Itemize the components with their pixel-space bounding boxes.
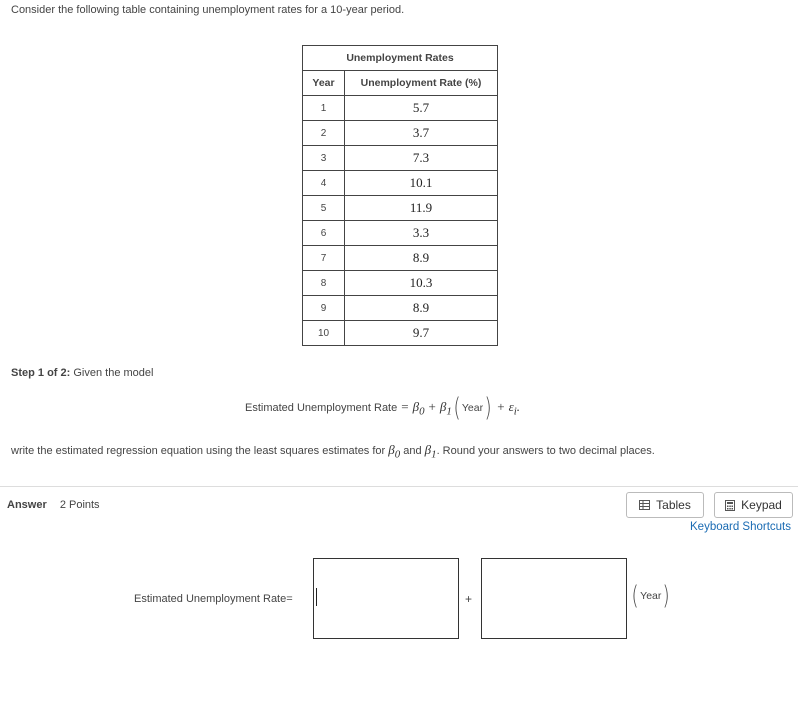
model-period: .: [516, 398, 520, 414]
answer-points: 2 Points: [59, 499, 100, 511]
model-year: Year: [461, 402, 484, 414]
table-row: [303, 296, 498, 321]
year-cell: 9: [303, 296, 345, 321]
table-title: Unemployment Rates: [303, 46, 498, 71]
rate-cell: 3.3: [345, 221, 498, 246]
epsilon-symbol: ε: [508, 398, 514, 414]
rate-cell: 10.1: [345, 171, 498, 196]
year-cell: 7: [303, 246, 345, 271]
table-row: [303, 96, 498, 121]
rate-cell: 10.3: [345, 271, 498, 296]
table-row: [303, 171, 498, 196]
column-header-year: Year: [303, 71, 345, 96]
year-term: ( Year ): [631, 581, 671, 611]
step-heading: [11, 367, 153, 379]
table-row: [303, 196, 498, 221]
year-cell: 3: [303, 146, 345, 171]
beta0-symbol: β: [412, 398, 420, 414]
model-equals: =: [401, 398, 409, 414]
rate-cell: 3.7: [345, 121, 498, 146]
model-plus-2: +: [497, 398, 505, 414]
unemployment-table: [302, 45, 498, 346]
text-cursor: [316, 588, 317, 606]
column-header-rate: Unemployment Rate (%): [345, 71, 498, 96]
year-cell: 10: [303, 321, 345, 346]
intercept-input[interactable]: [313, 558, 459, 639]
table-body: [303, 96, 498, 346]
rate-cell: 11.9: [345, 196, 498, 221]
table-row: [303, 321, 498, 346]
beta1-subscript: 1: [446, 405, 452, 418]
table-row: [303, 246, 498, 271]
year-cell: 1: [303, 96, 345, 121]
answer-label: Answer: [7, 499, 47, 511]
left-paren: (: [453, 393, 461, 423]
calculator-icon: [725, 500, 735, 511]
table-row: [303, 221, 498, 246]
answer-header: [7, 499, 100, 511]
step-text: Given the model: [73, 367, 154, 379]
equation-plus: +: [465, 592, 473, 606]
year-cell: 4: [303, 171, 345, 196]
epsilon-subscript: i: [513, 405, 517, 418]
beta1-symbol: β: [439, 398, 447, 414]
rate-cell: 7.3: [345, 146, 498, 171]
keypad-button-label: Keypad: [741, 498, 782, 512]
year-cell: 8: [303, 271, 345, 296]
table-row: [303, 146, 498, 171]
beta0-subscript: 0: [419, 405, 425, 418]
tables-button[interactable]: [626, 492, 704, 518]
table-icon: [639, 500, 650, 510]
table-row: [303, 121, 498, 146]
equation-year: Year: [640, 590, 662, 602]
rate-cell: 8.9: [345, 246, 498, 271]
tables-button-label: Tables: [656, 498, 691, 512]
rate-cell: 5.7: [345, 96, 498, 121]
model-lhs: Estimated Unemployment Rate: [245, 402, 398, 414]
answer-equation-label: Estimated Unemployment Rate=: [134, 593, 293, 605]
step-label: Step 1 of 2:: [11, 367, 71, 379]
year-cell: 6: [303, 221, 345, 246]
intro-text: Consider the following table containing unemployment rates for a 10-year period.: [11, 4, 405, 16]
year-cell: 2: [303, 121, 345, 146]
instruction-text: write the estimated regression equation using the least squares estimates for $\beta_0$ and $\beta_1$. Round your answers to two decimal places.: [11, 442, 655, 461]
rate-cell: 8.9: [345, 296, 498, 321]
slope-input[interactable]: [481, 558, 627, 639]
keypad-button[interactable]: [714, 492, 793, 518]
rate-cell: 9.7: [345, 321, 498, 346]
right-paren: ): [484, 393, 492, 423]
table-row: [303, 271, 498, 296]
year-cell: 5: [303, 196, 345, 221]
section-divider: [0, 486, 798, 487]
keyboard-shortcuts-link[interactable]: Keyboard Shortcuts: [690, 521, 792, 533]
model-plus: +: [428, 398, 436, 414]
model-equation: [245, 393, 520, 423]
